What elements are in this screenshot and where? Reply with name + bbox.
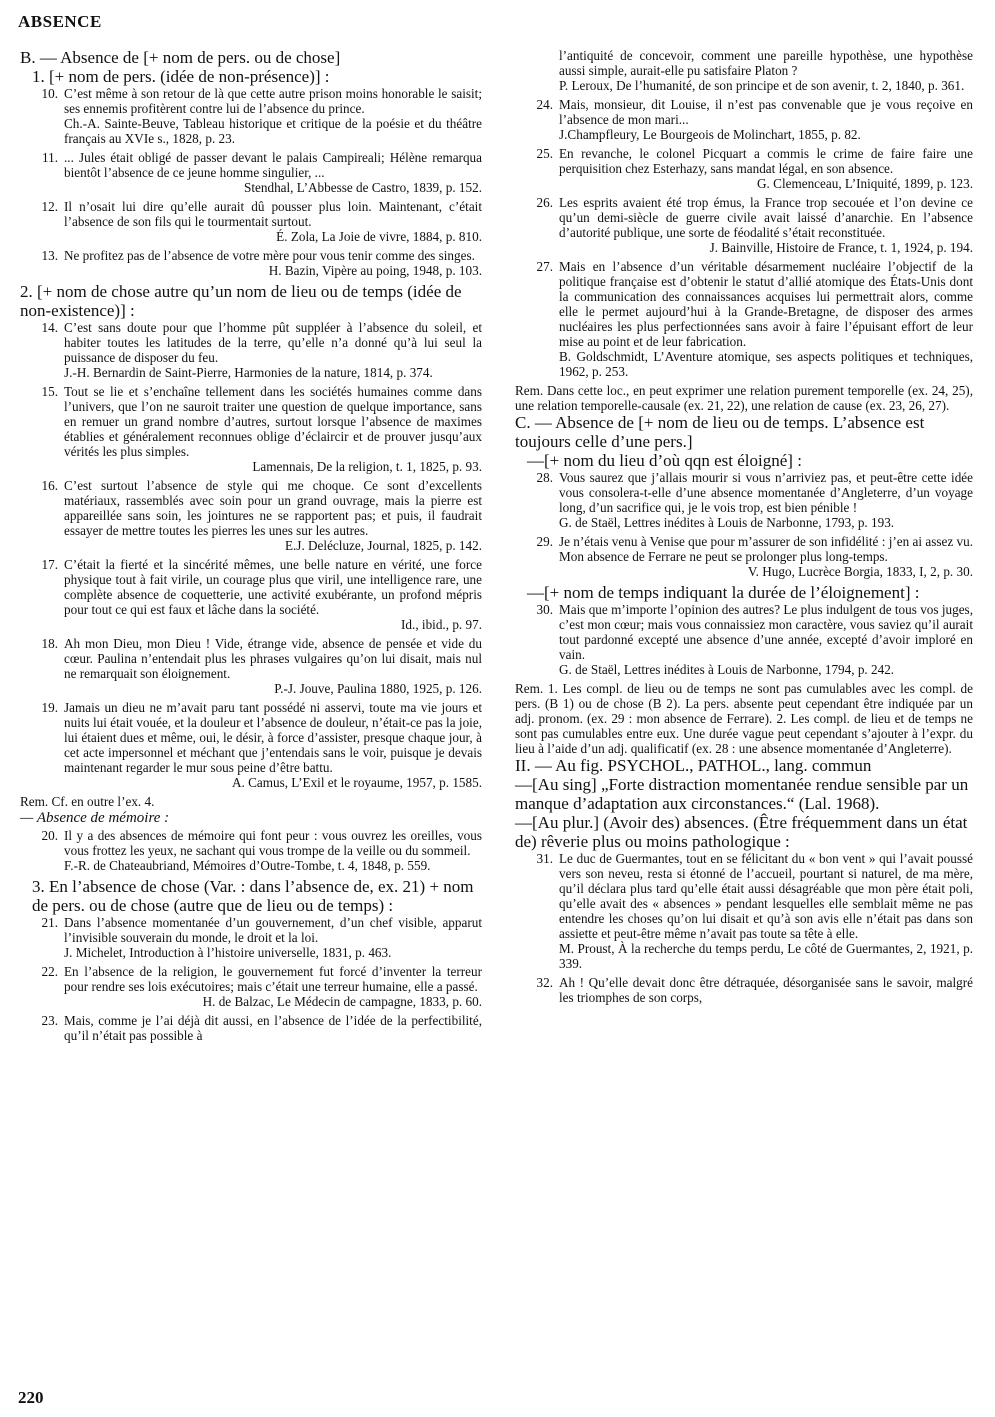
subsection-1-heading: 1. [+ nom de pers. (idée de non-présence)] : [32, 67, 330, 86]
subsection-c2-heading: —[+ nom de temps indiquant la durée de l’éloignement] : [527, 583, 920, 602]
remark: Rem. Dans cette loc., en peut exprimer une relation purement temporelle (ex. 24, 25), une relation temporelle-causale (ex. 21, 22), une relation de cause (ex. 23, 26, 27). [515, 383, 973, 413]
example-23-continued: l’antiquité de concevoir, comment une pareille hypothèse, une hypothèse aussi simple, aurait-elle pu satisfaire Platon ? P. Leroux, De l’humanité, de son principe et de son avenir, t. 2, 1840, p. 361. [559, 48, 973, 93]
citation: J.Champfleury, Le Bourgeois de Molinchart, 1855, p. 82. [559, 127, 861, 142]
example-25: 25. En revanche, le colonel Picquart a commis le crime de faire faire une perquisition chez Esterhazy, sans mandat légal, en son absence. G. Clemenceau, L’Iniquité, 1899, p. 123. [536, 146, 973, 191]
example-19: 19. Jamais un dieu ne m’avait paru tant possédé ni asservi, toute ma vie jours et nuits lui était vouée, et la douleur et l’absence de douleur, n’était-ce pas la joie, lui étaient dues et même, oui, le désir, à force d’assister, presque chaque jour, à cet acte impersonnel et méchant que j’entendais sans le voir, puisque je devais maintenant regarder le mur sous peine d’être battu. A. Camus, L’Exil et le royaume, 1957, p. 1585. [41, 700, 482, 790]
example-32: 32. Ah ! Qu’elle devait donc être détraquée, désorganisée sans le savoir, malgré les triomphes de son corps, [536, 975, 973, 1005]
citation: V. Hugo, Lucrèce Borgia, 1833, I, 2, p. 30. [747, 564, 973, 579]
citation: J.-H. Bernardin de Saint-Pierre, Harmonies de la nature, 1814, p. 374. [64, 365, 433, 380]
right-column [515, 48, 973, 1009]
example-15: 15. Tout se lie et s’enchaîne tellement dans les sociétés humaines comme dans l’univers, que l’on ne sauroit traiter une question de quelque importance, sans en remuer un grand nombre d’autres, surtout lorsque l’absence de maximes établies et généralement reconnues oblige d’éclaircir et de prouver jusqu’aux vérités les plus simples. Lamennais, De la religion, t. 1, 1825, p. 93. [41, 384, 482, 474]
running-head: ABSENCE [18, 12, 102, 31]
citation: P. Leroux, De l’humanité, de son principe et de son avenir, t. 2, 1840, p. 361. [559, 78, 965, 93]
example-14: 14. C’est sans doute pour que l’homme pût suppléer à l’absence du soleil, et habiter toutes les latitudes de la terre, qu’elle n’a donné qu’à lui seul la puissance de disposer du feu. J.-H. Bernardin de Saint-Pierre, Harmonies de la nature, 1814, p. 374. [41, 320, 482, 380]
citation: A. Camus, L’Exil et le royaume, 1957, p. 1585. [231, 775, 482, 790]
section-c-heading: C. — Absence de [+ nom de lieu ou de temps. L’absence est toujours celle d’une pers.] [515, 413, 925, 451]
citation: H. Bazin, Vipère au poing, 1948, p. 103. [268, 263, 482, 278]
citation: H. de Balzac, Le Médecin de campagne, 1833, p. 60. [202, 994, 482, 1009]
example-24: 24. Mais, monsieur, dit Louise, il n’est pas convenable que je vous reçoive en l’absence de mon mari... J.Champfleury, Le Bourgeois de Molinchart, 1855, p. 82. [536, 97, 973, 142]
citation: J. Bainville, Histoire de France, t. 1, 1924, p. 194. [709, 240, 973, 255]
remark: Rem. Cf. en outre l’ex. 4. [20, 794, 155, 809]
example-12: 12. Il n’osait lui dire qu’elle aurait dû pousser plus loin. Maintenant, c’était l’absence de son fils qui le tourmentait surtout. É. Zola, La Joie de vivre, 1884, p. 810. [41, 199, 482, 244]
example-31: 31. Le duc de Guermantes, tout en se félicitant du « bon vent » qui l’avait poussé vers son neveu, resta si étonné de l’accueil, pourtant si naturel, de ma mère, qu’il déclara plus tard qu’elle était aussi désagréable que mon père était poli, qu’elle avait des « absences » pendant lesquelles elle semblait même ne pas entendre les choses qu’on lui disait et qu’à son avis elle n’était pas dans son assiette et peut-être même n’avait pas toute sa tête à elle. M. Proust, À la recherche du temps perdu, Le côté de Guermantes, 2, 1921, p. 339. [536, 851, 973, 971]
example-30: 30. Mais que m’importe l’opinion des autres? Le plus indulgent de tous vos juges, c’est mon cœur; mais vous connaissiez mon caractère, vous saviez qu’il aurait tout pardonné excepté une absence d’une année, excepté d’avoir imploré en vain. G. de Staël, Lettres inédites à Louis de Narbonne, 1794, p. 242. [536, 602, 973, 677]
sense-singular: —[Au sing] „Forte distraction momentanée rendue sensible par un manque d’adaptation aux circonstances.“ (Lal. 1968). [515, 775, 969, 813]
citation: Ch.-A. Sainte-Beuve, Tableau historique et critique de la poésie et du théâtre français au XVIe s., 1828, p. 23. [64, 116, 482, 146]
example-21: 21. Dans l’absence momentanée d’un gouvernement, d’un chef visible, apparut l’invisible souverain du monde, le droit et la loi. J. Michelet, Introduction à l’histoire universelle, 1831, p. 463. [41, 915, 482, 960]
example-13: 13. Ne profitez pas de l’absence de votre mère pour vous tenir comme des singes. H. Bazin, Vipère au poing, 1948, p. 103. [41, 248, 482, 278]
citation: Id., ibid., p. 97. [401, 617, 482, 632]
example-26: 26. Les esprits avaient été trop émus, la France trop secouée et l’on devine ce qu’un demi-siècle de guerre civile avait laissé d’anarchie. En l’absence d’autorité publique, une sorte de féodalité s’était reconstituée. J. Bainville, Histoire de France, t. 1, 1924, p. 194. [536, 195, 973, 255]
citation: Lamennais, De la religion, t. 1, 1825, p. 93. [252, 459, 482, 474]
example-29: 29. Je n’étais venu à Venise que pour m’assurer de son infidélité : j’en ai assez vu. Mon absence de Ferrare ne peut se prolonger plus long-temps. V. Hugo, Lucrèce Borgia, 1833, I, 2, p. 30. [536, 534, 973, 579]
example-10: 10. C’est même à son retour de là que cette autre prison moins honorable le saisit; ses ennemis profitèrent contre lui de l’absence du prince. Ch.-A. Sainte-Beuve, Tableau historique et critique de la poésie et du théâtre français au XVIe s., 1828, p. 23. [41, 86, 482, 146]
citation: E.J. Delécluze, Journal, 1825, p. 142. [284, 538, 482, 553]
example-11: 11. ... Jules était obligé de passer devant le palais Campireali; Hélène remarqua bientôt l’absence de ce jeune homme singulier, ... Stendhal, L’Abbesse de Castro, 1839, p. 152. [42, 150, 482, 195]
example-20: 20. Il y a des absences de mémoire qui font peur : vous ouvrez les oreilles, vous vous frottez les yeux, ne sachant qui vous trompe de la veille ou du sommeil. F.-R. de Chateaubriand, Mémoires d’Outre-Tombe, t. 4, 1848, p. 559. [41, 828, 482, 873]
citation: P.-J. Jouve, Paulina 1880, 1925, p. 126. [274, 681, 482, 696]
remark: Rem. 1. Les compl. de lieu ou de temps ne sont pas cumulables avec les compl. de pers. (B 1) ou de chose (B 2). La pers. absente peut cependant être indiquée par un adj. pronom. (ex. 29 : mon absence de Ferrare). 2. Les compl. de lieu et de temps ne sont pas cumulables entre eux. Une durée vague peut cependant s’ajouter à l’expr. du lieu à l’aide d’un adj. qualificatif (ex. 28 : une absence momentanée d’Angleterre). [515, 681, 973, 756]
sense-plural: —[Au plur.] (Avoir des) absences. (Être fréquemment dans un état de) rêverie plus ou moins pathologique : [515, 813, 968, 851]
subsection-c1-heading: —[+ nom du lieu d’où qqn est éloigné] : [527, 451, 802, 470]
citation: M. Proust, À la recherche du temps perdu, Le côté de Guermantes, 2, 1921, p. 339. [559, 941, 973, 971]
example-18: 18. Ah mon Dieu, mon Dieu ! Vide, étrange vide, absence de pensée et vide du cœur. Paulina n’entendait plus les phrases vulgaires qu’on lui disait, mais nul ne remarquait son éloignement. P.-J. Jouve, Paulina 1880, 1925, p. 126. [41, 636, 482, 696]
section-ii-heading: II. — Au fig. PSYCHOL., PATHOL., lang. commun [515, 756, 872, 775]
example-16: 16. C’est surtout l’absence de style qui me choque. Ce sont d’excellents matériaux, rassemblés avec soin pour un grand ouvrage, mais la pierre est appareillée sans soin, les jointures ne se rapportent pas; et puis, il faudrait essayer de mettre toutes les pierres les unes sur les autres. E.J. Delécluze, Journal, 1825, p. 142. [41, 478, 482, 553]
citation: B. Goldschmidt, L’Aventure atomique, ses aspects politiques et techniques, 1962, p. 253. [559, 349, 973, 379]
citation: É. Zola, La Joie de vivre, 1884, p. 810. [276, 229, 482, 244]
citation: Stendhal, L’Abbesse de Castro, 1839, p. 152. [244, 180, 482, 195]
citation: G. de Staël, Lettres inédites à Louis de Narbonne, 1794, p. 242. [559, 662, 895, 677]
subsection-3-heading: 3. En l’absence de chose (Var. : dans l’absence de, ex. 21) + nom de pers. ou de chose (autre que de lieu ou de temps) : [32, 877, 474, 915]
example-17: 17. C’était la fierté et la sincérité mêmes, une belle nature en vérité, une force physique tout à fait virile, un courage plus que viril, une intelligence rare, une complète absence de coquetterie, une activité exubérante, un profond mépris pour tout ce qui est faux et lâche dans la société. Id., ibid., p. 97. [41, 557, 482, 632]
example-27: 27. Mais en l’absence d’un véritable désarmement nucléaire l’objectif de la politique française est d’obtenir le statut d’allié atomique des États-Unis dont la communication des connaissances acquises lui permettrait alors, comme elle le permet aujourd’hui à la Grande-Bretagne, de disposer des armes nucléaires les plus perfectionnées sans avoir à faire l’épuisant effort de leur mise au point et de leur fabrication. B. Goldschmidt, L’Aventure atomique, ses aspects politiques et techniques, 1962, p. 253. [536, 259, 973, 379]
example-22: 22. En l’absence de la religion, le gouvernement fut forcé d’inventer la terreur pour rendre ses lois exécutoires; mais c’était une terreur humaine, elle a passé. H. de Balzac, Le Médecin de campagne, 1833, p. 60. [41, 964, 482, 1009]
citation: J. Michelet, Introduction à l’histoire universelle, 1831, p. 463. [64, 945, 392, 960]
page-number: 220 [18, 1388, 44, 1407]
subsection-2-heading: 2. [+ nom de chose autre qu’un nom de lieu ou de temps (idée de non-existence)] : [20, 282, 462, 320]
citation: G. de Staël, Lettres inédites à Louis de Narbonne, 1793, p. 193. [559, 515, 895, 530]
example-28: 28. Vous saurez que j’allais mourir si vous n’arriviez pas, et peut-être cette idée vous consolera-t-elle d’une absence momentanée d’Angleterre, d’un voyage long, d’un sacrifice qui, je le vois trop, est bien pénible ! G. de Staël, Lettres inédites à Louis de Narbonne, 1793, p. 193. [536, 470, 973, 530]
citation: F.-R. de Chateaubriand, Mémoires d’Outre-Tombe, t. 4, 1848, p. 559. [64, 858, 431, 873]
section-b-heading: B. — Absence de [+ nom de pers. ou de chose] [20, 48, 341, 67]
citation: G. Clemenceau, L’Iniquité, 1899, p. 123. [757, 176, 973, 191]
left-column [20, 48, 482, 1047]
memoire-heading: — Absence de mémoire : [20, 810, 170, 826]
example-23: 23. Mais, comme je l’ai déjà dit aussi, en l’absence de l’idée de la perfectibilité, qu’il n’était pas possible à [41, 1013, 482, 1043]
